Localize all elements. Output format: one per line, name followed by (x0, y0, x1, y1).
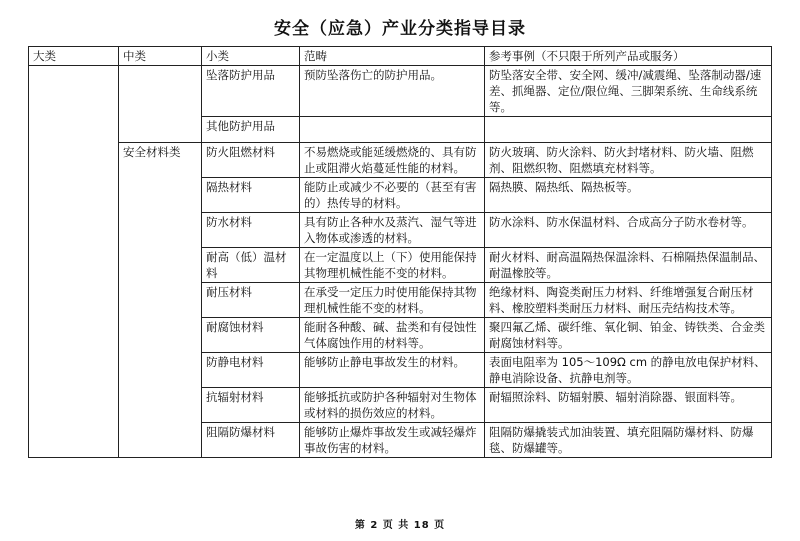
minor-category-cell: 防静电材料 (202, 353, 300, 388)
minor-category-cell: 防水材料 (202, 213, 300, 248)
minor-category-cell: 坠落防护用品 (202, 66, 300, 117)
mid-category-cell-empty (119, 66, 202, 143)
examples-cell (485, 117, 772, 143)
examples-cell: 绝缘材料、陶瓷类耐压力材料、纤维增强复合耐压材料、橡胶塑料类耐压力材料、耐压壳结构技术等。 (485, 283, 772, 318)
mid-category-cell: 安全材料类 (119, 143, 202, 458)
examples-cell: 耐火材料、耐高温隔热保温涂料、石棉隔热保温制品、耐温橡胶等。 (485, 248, 772, 283)
scope-cell: 能够防止爆炸事故发生或减轻爆炸事故伤害的材料。 (300, 423, 485, 458)
page-title: 安全（应急）产业分类指导目录 (274, 19, 526, 39)
catalog-table (28, 46, 772, 458)
scope-cell: 能够抵抗或防护各种辐射对生物体或材料的损伤效应的材料。 (300, 388, 485, 423)
examples-cell: 隔热膜、隔热纸、隔热板等。 (485, 178, 772, 213)
scope-cell: 在一定温度以上（下）使用能保持其物理机械性能不变的材料。 (300, 248, 485, 283)
scope-cell: 能防止或减少不必要的（甚至有害的）热传导的材料。 (300, 178, 485, 213)
examples-cell: 聚四氟乙烯、碳纤维、氧化铜、铂金、铸铁类、合金类耐腐蚀材料等。 (485, 318, 772, 353)
minor-category-cell: 其他防护用品 (202, 117, 300, 143)
header-major-category: 大类 (29, 47, 119, 66)
minor-category-cell: 防火阻燃材料 (202, 143, 300, 178)
minor-category-cell: 抗辐射材料 (202, 388, 300, 423)
page-footer: 第 2 页 共 18 页 (354, 520, 446, 531)
examples-cell: 防火玻璃、防火涂料、防火封堵材料、防火墙、阻燃剂、阻燃织物、阻燃填充材料等。 (485, 143, 772, 178)
header-scope: 范畴 (300, 47, 485, 66)
scope-cell: 能够防止静电事故发生的材料。 (300, 353, 485, 388)
header-minor-category: 小类 (202, 47, 300, 66)
examples-cell: 防坠落安全带、安全网、缓冲/减震绳、坠落制动器/速差、抓绳器、定位/限位绳、三脚架系统、生命线系统等。 (485, 66, 772, 117)
minor-category-cell: 耐压材料 (202, 283, 300, 318)
header-examples: 参考事例（不只限于所列产品或服务） (485, 47, 772, 66)
examples-cell: 耐辐照涂料、防辐射膜、辐射消除器、银面料等。 (485, 388, 772, 423)
table-row (29, 143, 772, 178)
minor-category-cell: 耐腐蚀材料 (202, 318, 300, 353)
examples-cell: 防水涂料、防水保温材料、合成高分子防水卷材等。 (485, 213, 772, 248)
examples-cell: 阻隔防爆撬装式加油装置、填充阻隔防爆材料、防爆毯、防爆罐等。 (485, 423, 772, 458)
scope-cell: 不易燃烧或能延缓燃烧的、具有防止或阻滞火焰蔓延性能的材料。 (300, 143, 485, 178)
scope-cell (300, 117, 485, 143)
major-category-cell (29, 66, 119, 458)
scope-cell: 在承受一定压力时使用能保持其物理机械性能不变的材料。 (300, 283, 485, 318)
minor-category-cell: 阻隔防爆材料 (202, 423, 300, 458)
table-row (29, 66, 772, 117)
scope-cell: 具有防止各种水及蒸汽、湿气等进入物体或渗透的材料。 (300, 213, 485, 248)
scope-cell: 能耐各种酸、碱、盐类和有侵蚀性气体腐蚀作用的材料等。 (300, 318, 485, 353)
minor-category-cell: 耐高（低）温材料 (202, 248, 300, 283)
table-header-row (29, 47, 772, 66)
minor-category-cell: 隔热材料 (202, 178, 300, 213)
examples-cell: 表面电阻率为 105～109Ω cm 的静电放电保护材料、静电消除设备、抗静电剂等。 (485, 353, 772, 388)
scope-cell: 预防坠落伤亡的防护用品。 (300, 66, 485, 117)
header-mid-category: 中类 (119, 47, 202, 66)
